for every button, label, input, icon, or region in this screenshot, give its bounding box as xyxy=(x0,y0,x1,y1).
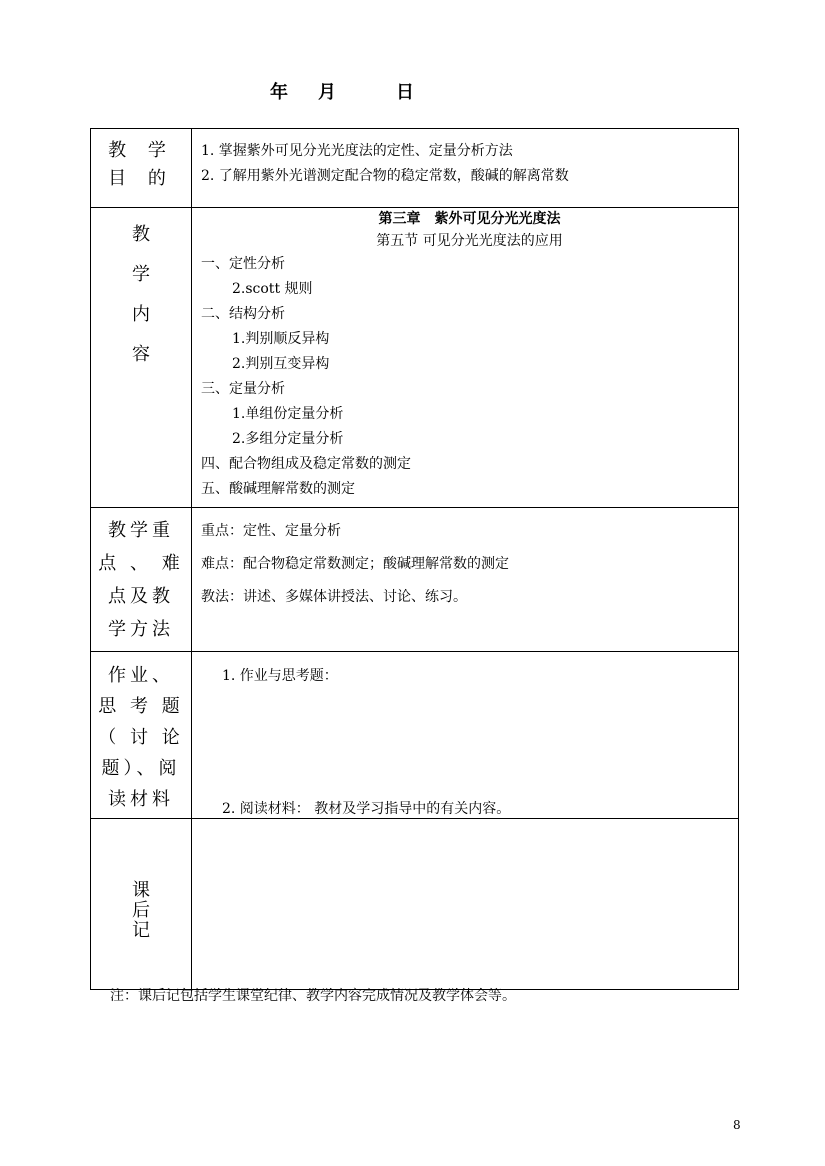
outline-item: 四、配合物组成及稳定常数的测定 xyxy=(201,456,411,472)
key-points-label-line: 点 、 难 xyxy=(98,553,184,574)
reading-item: 2. 阅读材料： 教材及学习指导中的有关内容。 xyxy=(222,801,511,817)
after-class-notes-row xyxy=(91,819,739,990)
page-number: 8 xyxy=(733,1118,741,1132)
outline-subitem: 1.判别顺反异构 xyxy=(232,331,330,347)
homework-label-line: 作业、 xyxy=(108,665,174,686)
outline-subitem: 1.单组份定量分析 xyxy=(232,406,344,422)
key-points-label-line: 教学重 xyxy=(108,520,174,541)
teaching-goal-item: 1. 掌握紫外可见分光光度法的定性、定量分析方法 xyxy=(201,143,513,159)
teaching-content-row xyxy=(91,208,739,508)
teaching-goal-label xyxy=(91,129,192,208)
teaching-goal-label-line: 教 学 xyxy=(108,140,174,161)
difficulty-text: 难点：配合物稳定常数测定；酸碱理解常数的测定 xyxy=(201,556,509,572)
key-points-label-line: 学方法 xyxy=(108,619,174,640)
outline-item: 三、定量分析 xyxy=(201,381,285,397)
date-line xyxy=(270,78,414,104)
teaching-goal-label-line: 目 的 xyxy=(108,168,174,189)
outline-subitem: 2.判别互变异构 xyxy=(232,356,330,372)
footnote: 注：课后记包括学生课堂纪律、教学内容完成情况及教学体会等。 xyxy=(110,988,516,1004)
homework-item: 1. 作业与思考题： xyxy=(222,668,338,684)
after-class-notes-content xyxy=(192,819,739,990)
teaching-content-label-char: 容 xyxy=(132,344,150,365)
section-title: 第五节 可见分光光度法的应用 xyxy=(376,233,563,249)
homework-label-line: 读材料 xyxy=(108,789,174,810)
focus-text: 重点：定性、定量分析 xyxy=(201,523,341,539)
key-points-row xyxy=(91,508,739,652)
outline-item: 二、结构分析 xyxy=(201,306,285,322)
teaching-content-label-char: 内 xyxy=(132,304,150,325)
outline-item: 五、酸碱理解常数的测定 xyxy=(201,481,355,497)
homework-label-line: （ 讨 论 xyxy=(98,727,184,748)
notes-label-char: 课 xyxy=(132,880,150,901)
key-points-label-line: 点及教 xyxy=(108,586,174,607)
outline-subitem: 2.多组分定量分析 xyxy=(232,431,344,447)
teaching-content-label-char: 学 xyxy=(132,264,150,285)
after-class-notes-label xyxy=(91,819,192,990)
date-day: 日 xyxy=(396,82,414,103)
teaching-goal-content xyxy=(192,129,739,208)
teaching-content-label-char: 教 xyxy=(132,224,150,245)
homework-label-line: 思 考 题 xyxy=(98,696,184,717)
lesson-plan-table xyxy=(90,128,739,990)
homework-content xyxy=(192,652,739,819)
homework-label xyxy=(91,652,192,819)
teaching-content-body xyxy=(192,208,739,508)
outline-item: 一、定性分析 xyxy=(201,256,285,272)
key-points-content xyxy=(192,508,739,652)
notes-label-char: 后 xyxy=(132,900,150,921)
chapter-title: 第三章 紫外可见分光光度法 xyxy=(378,211,561,227)
key-points-label xyxy=(91,508,192,652)
notes-label-char: 记 xyxy=(132,920,150,941)
homework-label-line: 题）、阅 xyxy=(101,758,181,779)
method-text: 教法：讲述、多媒体讲授法、讨论、练习。 xyxy=(201,589,467,605)
homework-row xyxy=(91,652,739,819)
teaching-content-label xyxy=(91,208,192,508)
date-month: 月 xyxy=(318,82,336,103)
outline-subitem: 2.scott 规则 xyxy=(232,281,313,297)
teaching-goal-item: 2. 了解用紫外光谱测定配合物的稳定常数，酸碱的解离常数 xyxy=(201,168,569,184)
teaching-goal-row xyxy=(91,129,739,208)
date-year: 年 xyxy=(270,82,288,103)
